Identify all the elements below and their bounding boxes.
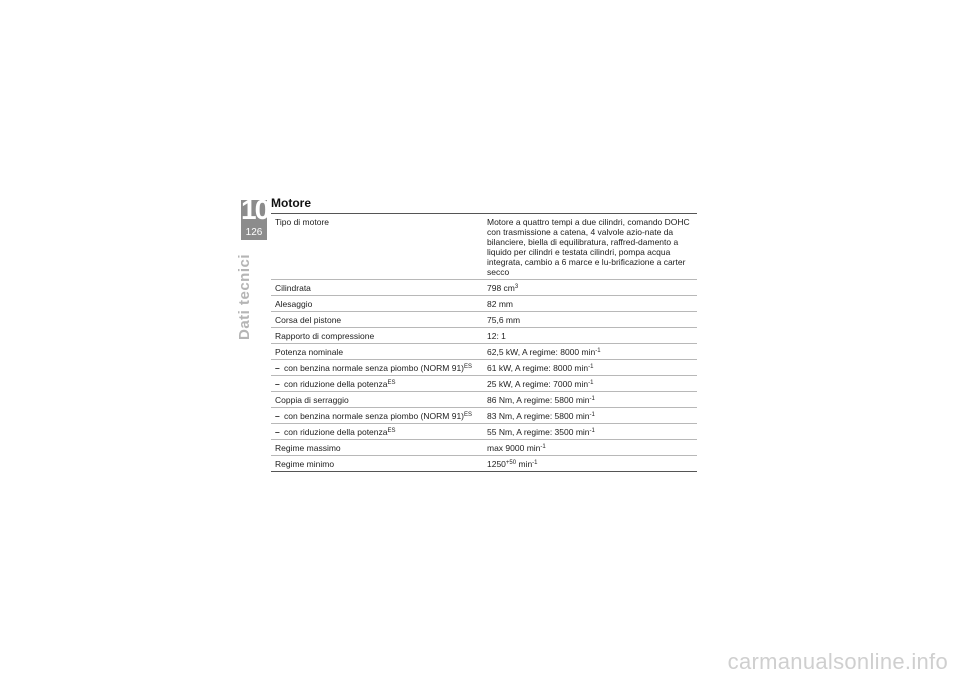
chapter-side-label: Dati tecnici bbox=[236, 253, 253, 340]
row-value bbox=[483, 392, 697, 408]
dash-marker: – bbox=[275, 426, 280, 437]
row-value bbox=[483, 214, 697, 280]
table-row bbox=[271, 328, 697, 344]
section-title: Motore bbox=[271, 196, 311, 210]
value-text: 1250 bbox=[487, 458, 506, 469]
table-row bbox=[271, 456, 697, 472]
row-value bbox=[483, 408, 697, 424]
row-value bbox=[483, 360, 697, 376]
table-row bbox=[271, 296, 697, 312]
label-superscript: ES bbox=[387, 379, 396, 386]
row-label bbox=[271, 440, 483, 456]
label-text: Potenza nominale bbox=[275, 346, 344, 357]
watermark: carmanualsonline.info bbox=[727, 649, 948, 674]
value-superscript: -1 bbox=[588, 363, 594, 370]
table-row bbox=[271, 214, 697, 280]
value-text: 55 Nm, A regime: 3500 min bbox=[487, 426, 590, 437]
value-superscript: -1 bbox=[532, 459, 538, 466]
row-value bbox=[483, 376, 697, 392]
label-text: Tipo di motore bbox=[275, 216, 330, 227]
label-text: Cilindrata bbox=[275, 282, 311, 293]
row-value bbox=[483, 312, 697, 328]
label-text: Regime minimo bbox=[275, 458, 335, 469]
label-text: con riduzione della potenza bbox=[284, 426, 388, 437]
value-superscript: 3 bbox=[514, 283, 519, 290]
label-text: Coppia di serraggio bbox=[275, 394, 349, 405]
value-superscript: -1 bbox=[589, 395, 595, 402]
value-superscript: -1 bbox=[540, 443, 546, 450]
row-value bbox=[483, 328, 697, 344]
table-row bbox=[271, 408, 697, 424]
value-superscript: -1 bbox=[595, 347, 601, 354]
row-value bbox=[483, 344, 697, 360]
table-row bbox=[271, 424, 697, 440]
row-label bbox=[271, 408, 483, 424]
value-superscript: -1 bbox=[589, 411, 595, 418]
value-text: 75,6 mm bbox=[487, 314, 521, 325]
label-superscript: ES bbox=[387, 427, 396, 434]
label-text: Corsa del pistone bbox=[275, 314, 342, 325]
value-superscript: +50 bbox=[505, 459, 517, 466]
label-text: con riduzione della potenza bbox=[284, 378, 388, 389]
dash-marker: – bbox=[275, 410, 280, 421]
label-superscript: ES bbox=[464, 411, 473, 418]
value-text: Motore a quattro tempi a due cilindri, comando DOHC con trasmissione a catena, 4 valvole azio-nate da bilanciere, biella di equilibratura, raffred-damento a liquido per cilindri e testata cilindri, pompa acqua integrata, cambio a 6 marce e lu-brificazione a carter secco bbox=[487, 216, 690, 277]
label-text: Alesaggio bbox=[275, 298, 313, 309]
value-text: 12: 1 bbox=[487, 330, 506, 341]
chapter-number: 10 bbox=[241, 194, 269, 225]
value-text: 82 mm bbox=[487, 298, 513, 309]
value-text: 61 kW, A regime: 8000 min bbox=[487, 362, 589, 373]
value-text: 798 cm bbox=[487, 282, 515, 293]
table-row bbox=[271, 312, 697, 328]
table-row bbox=[271, 376, 697, 392]
table-row bbox=[271, 360, 697, 376]
value-text: max 9000 min bbox=[487, 442, 541, 453]
label-text: con benzina normale senza piombo (NORM 91) bbox=[284, 410, 465, 421]
dash-marker: – bbox=[275, 362, 280, 373]
page-number: 126 bbox=[245, 227, 263, 238]
label-text: Rapporto di compressione bbox=[275, 330, 375, 341]
row-label bbox=[271, 296, 483, 312]
row-value bbox=[483, 424, 697, 440]
value-text-after: min bbox=[516, 458, 533, 469]
row-value bbox=[483, 440, 697, 456]
value-superscript: -1 bbox=[588, 379, 594, 386]
dash-marker: – bbox=[275, 378, 280, 389]
row-label bbox=[271, 392, 483, 408]
specs-table bbox=[271, 213, 697, 472]
table-row bbox=[271, 392, 697, 408]
row-label bbox=[271, 424, 483, 440]
row-label bbox=[271, 344, 483, 360]
label-superscript: ES bbox=[464, 363, 473, 370]
label-text: con benzina normale senza piombo (NORM 91) bbox=[284, 362, 465, 373]
value-superscript: -1 bbox=[589, 427, 595, 434]
value-text: 25 kW, A regime: 7000 min bbox=[487, 378, 589, 389]
table-row bbox=[271, 440, 697, 456]
value-text: 62,5 kW, A regime: 8000 min bbox=[487, 346, 596, 357]
value-text: 83 Nm, A regime: 5800 min bbox=[487, 410, 590, 421]
row-label bbox=[271, 360, 483, 376]
table-row bbox=[271, 280, 697, 296]
row-label bbox=[271, 280, 483, 296]
row-value bbox=[483, 456, 697, 472]
row-value bbox=[483, 296, 697, 312]
row-label bbox=[271, 214, 483, 280]
label-text: Regime massimo bbox=[275, 442, 341, 453]
table-row bbox=[271, 344, 697, 360]
row-label bbox=[271, 312, 483, 328]
value-text: 86 Nm, A regime: 5800 min bbox=[487, 394, 590, 405]
row-label bbox=[271, 456, 483, 472]
row-value bbox=[483, 280, 697, 296]
row-label bbox=[271, 376, 483, 392]
row-label bbox=[271, 328, 483, 344]
